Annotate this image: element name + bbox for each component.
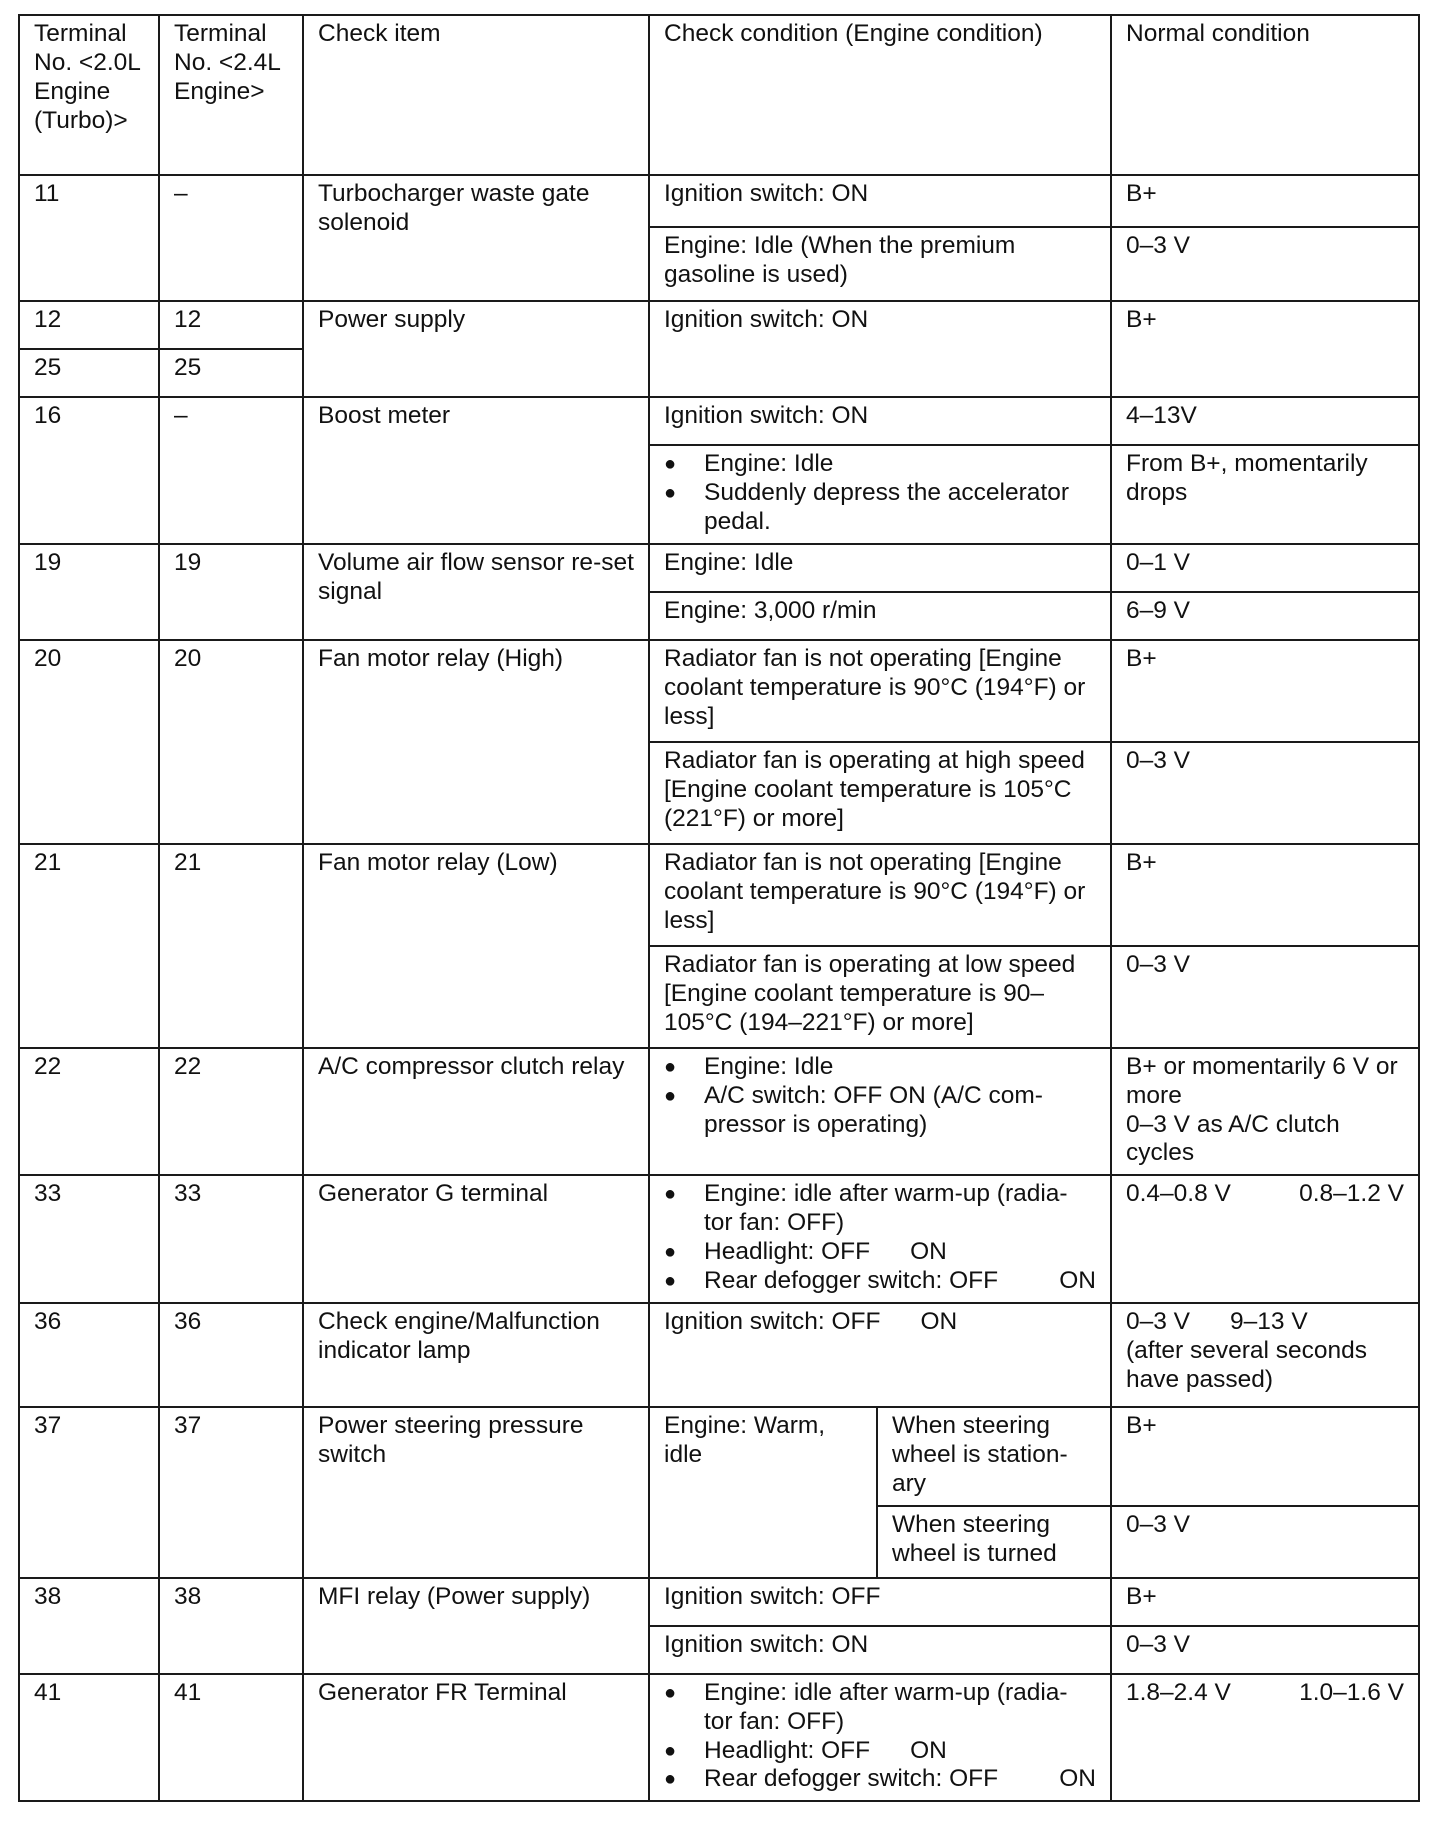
check-item-cell: Check engine/Malfunction indicator lamp [303, 1303, 649, 1407]
header-terminal-2-0l: Terminal No. <2.0L Engine (Turbo)> [19, 15, 159, 175]
check-item-cell: Boost meter [303, 397, 649, 544]
normal-condition-cell: B+ [1111, 844, 1419, 946]
normal-value: 0.8–1.2 V [1299, 1180, 1404, 1208]
bullet-line [664, 1053, 1096, 1082]
terminal-check-table [18, 14, 1420, 1802]
condition-off-text: Headlight: OFF [704, 1238, 871, 1266]
bullet-line [664, 1180, 1096, 1238]
bullet-icon: ● [664, 453, 677, 475]
terminal-2-4l-cell: 20 [159, 640, 303, 844]
check-condition-cell: Ignition switch: OFF [649, 1578, 1111, 1626]
terminal-2-0l-cell: 21 [19, 844, 159, 1048]
bullet-line [664, 1679, 1096, 1737]
check-condition-cell: Engine: Idle (When the premium gasoline is used) [649, 227, 1111, 301]
terminal-2-4l-cell: 36 [159, 1303, 303, 1407]
normal-condition-cell [1111, 1674, 1419, 1802]
normal-condition-cell: 0–3 V [1111, 227, 1419, 301]
terminal-2-0l-cell: 20 [19, 640, 159, 844]
bullet-text: A/C switch: OFF ON (A/C com-pressor is operating) [704, 1081, 1043, 1138]
terminal-2-0l-cell: 16 [19, 397, 159, 544]
check-condition-cell: Radiator fan is not operating [Engine coolant temperature is 90°C (194°F) or less] [649, 640, 1111, 742]
bullet-icon: ● [664, 1084, 677, 1107]
terminal-2-4l-cell: 37 [159, 1407, 303, 1578]
condition-on-text: ON [910, 1736, 947, 1764]
normal-condition-line: 0–3 V as A/C clutch cycles [1126, 1110, 1340, 1167]
terminal-2-4l-cell: – [159, 175, 303, 301]
check-item-cell: Turbocharger waste gate solenoid [303, 175, 649, 301]
bullet-line [664, 1765, 1096, 1794]
bullet-icon: ● [664, 1183, 677, 1206]
terminal-2-0l-cell: 38 [19, 1578, 159, 1674]
check-item-cell: MFI relay (Power supply) [303, 1578, 649, 1674]
table-row [19, 397, 1419, 445]
normal-condition-pair [1126, 1679, 1404, 1708]
table-row [19, 1175, 1419, 1303]
bullet-icon: ● [664, 1055, 677, 1078]
table-row [19, 544, 1419, 592]
table-header-row [19, 15, 1419, 175]
sub-condition-cell: When steering wheel is turned [877, 1506, 1111, 1578]
normal-condition-line [1126, 1308, 1404, 1337]
condition-off-text: Rear defogger switch: OFF [704, 1267, 999, 1295]
condition-off-text: Rear defogger switch: OFF [704, 1765, 999, 1793]
bullet-text: Engine: Idle [704, 450, 834, 477]
normal-condition-cell: 6–9 V [1111, 592, 1419, 640]
normal-condition-cell: 0–3 V [1111, 1506, 1419, 1578]
condition-on-text: ON [1059, 1765, 1096, 1793]
condition-on-text: ON [920, 1307, 958, 1335]
terminal-2-4l-cell: – [159, 397, 303, 544]
table-row [19, 175, 1419, 227]
inspection-table-page [18, 14, 1418, 1802]
bullet-icon: ● [664, 481, 677, 504]
normal-condition-cell: 0–3 V [1111, 946, 1419, 1048]
table-row [19, 1674, 1419, 1802]
normal-value: 1.0–1.6 V [1299, 1678, 1404, 1706]
check-condition-cell: Ignition switch: ON [649, 301, 1111, 397]
table-row [19, 844, 1419, 946]
header-check-condition: Check condition (Engine condition) [649, 15, 1111, 175]
bullet-text: Engine: idle after warm-up (radia-tor fan: OFF) [704, 1678, 1068, 1735]
condition-off-text: Headlight: OFF [704, 1736, 871, 1764]
terminal-2-0l-cell: 37 [19, 1407, 159, 1578]
terminal-2-4l-cell: 19 [159, 544, 303, 640]
bullet-icon: ● [664, 1739, 677, 1762]
normal-condition-cell: 0–1 V [1111, 544, 1419, 592]
terminal-2-4l-cell: 38 [159, 1578, 303, 1674]
check-condition-cell: Ignition switch: ON [649, 1626, 1111, 1674]
bullet-line [664, 450, 1096, 479]
normal-condition-pair [1126, 1180, 1404, 1209]
bullet-text: Engine: idle after warm-up (radia-tor fan: OFF) [704, 1180, 1068, 1237]
condition-on-text: ON [910, 1238, 947, 1266]
terminal-2-0l-cell: 22 [19, 1048, 159, 1176]
bullet-line [664, 1267, 1096, 1296]
check-condition-cell [649, 445, 1111, 544]
table-row [19, 1303, 1419, 1407]
check-condition-cell: Ignition switch: ON [649, 175, 1111, 227]
terminal-2-0l-cell: 12 [19, 301, 159, 349]
header-normal-condition: Normal condition [1111, 15, 1419, 175]
normal-condition-cell: 4–13V [1111, 397, 1419, 445]
check-condition-cell: Engine: Idle [649, 544, 1111, 592]
terminal-2-0l-cell: 25 [19, 349, 159, 397]
terminal-2-4l-cell: 25 [159, 349, 303, 397]
bullet-text: Engine: Idle [704, 1052, 834, 1080]
normal-condition-cell: 0–3 V [1111, 742, 1419, 844]
terminal-2-0l-cell: 41 [19, 1674, 159, 1802]
normal-condition-line: B+ or momentarily 6 V or more [1126, 1052, 1398, 1109]
bullet-icon: ● [664, 1241, 677, 1264]
check-item-cell: Volume air flow sensor re-set signal [303, 544, 649, 640]
check-condition-cell: Radiator fan is not operating [Engine coolant temperature is 90°C (194°F) or less] [649, 844, 1111, 946]
condition-on-text: ON [1059, 1267, 1096, 1295]
normal-condition-cell [1111, 1048, 1419, 1176]
bullet-icon: ● [664, 1681, 677, 1704]
header-check-item: Check item [303, 15, 649, 175]
normal-condition-cell [1111, 1303, 1419, 1407]
terminal-2-0l-cell: 33 [19, 1175, 159, 1303]
bullet-icon: ● [664, 1768, 677, 1791]
check-item-cell: Generator FR Terminal [303, 1674, 649, 1802]
normal-condition-cell: B+ [1111, 175, 1419, 227]
check-condition-cell [649, 1048, 1111, 1176]
terminal-2-0l-cell: 36 [19, 1303, 159, 1407]
table-row [19, 301, 1419, 349]
header-terminal-2-4l: Terminal No. <2.4L Engine> [159, 15, 303, 175]
bullet-text: Suddenly depress the accelerator pedal. [704, 478, 1069, 535]
sub-condition-cell: When steering wheel is station-ary [877, 1407, 1111, 1506]
normal-value: 0–3 V [1126, 1307, 1191, 1335]
check-condition-cell: Ignition switch: ON [649, 397, 1111, 445]
bullet-text [704, 1737, 1096, 1766]
table-row [19, 1407, 1419, 1506]
bullet-line [664, 479, 1096, 537]
check-condition-cell: Engine: 3,000 r/min [649, 592, 1111, 640]
normal-condition-cell: B+ [1111, 640, 1419, 742]
bullet-line [664, 1082, 1096, 1140]
terminal-2-4l-cell: 22 [159, 1048, 303, 1176]
table-row [19, 1048, 1419, 1176]
terminal-2-4l-cell: 33 [159, 1175, 303, 1303]
bullet-text [704, 1267, 1096, 1296]
normal-value: 1.8–2.4 V [1126, 1678, 1231, 1706]
normal-condition-cell: 0–3 V [1111, 1626, 1419, 1674]
table-row [19, 640, 1419, 742]
bullet-line [664, 1238, 1096, 1267]
check-item-cell: Power steering pressure switch [303, 1407, 649, 1578]
table-row [19, 1578, 1419, 1626]
check-condition-cell [649, 1674, 1111, 1802]
check-item-cell: Fan motor relay (Low) [303, 844, 649, 1048]
normal-condition-cell: From B+, momentarily drops [1111, 445, 1419, 544]
bullet-line [664, 1737, 1096, 1766]
check-condition-cell: Radiator fan is operating at high speed [Engine coolant temperature is 105°C (221°F) or more] [649, 742, 1111, 844]
check-item-cell: Power supply [303, 301, 649, 397]
terminal-2-4l-cell: 12 [159, 301, 303, 349]
bullet-icon: ● [664, 1270, 677, 1293]
check-item-cell: Fan motor relay (High) [303, 640, 649, 844]
terminal-2-4l-cell: 21 [159, 844, 303, 1048]
check-condition-cell: Radiator fan is operating at low speed [Engine coolant temperature is 90–105°C (194–221°F) or more] [649, 946, 1111, 1048]
normal-condition-cell [1111, 1175, 1419, 1303]
bullet-text [704, 1238, 1096, 1267]
check-condition-cell [649, 1303, 1111, 1407]
check-item-cell: A/C compressor clutch relay [303, 1048, 649, 1176]
check-condition-cell: Engine: Warm, idle [649, 1407, 877, 1578]
check-item-cell: Generator G terminal [303, 1175, 649, 1303]
normal-condition-note: (after several seconds have passed) [1126, 1336, 1368, 1393]
normal-value: 9–13 V [1230, 1307, 1308, 1335]
terminal-2-4l-cell: 41 [159, 1674, 303, 1802]
normal-condition-cell: B+ [1111, 301, 1419, 397]
normal-value: 0.4–0.8 V [1126, 1180, 1231, 1208]
normal-condition-cell: B+ [1111, 1407, 1419, 1506]
condition-off-text: Ignition switch: OFF [664, 1307, 881, 1335]
bullet-text [704, 1765, 1096, 1794]
terminal-2-0l-cell: 19 [19, 544, 159, 640]
terminal-2-0l-cell: 11 [19, 175, 159, 301]
check-condition-cell [649, 1175, 1111, 1303]
normal-condition-cell: B+ [1111, 1578, 1419, 1626]
